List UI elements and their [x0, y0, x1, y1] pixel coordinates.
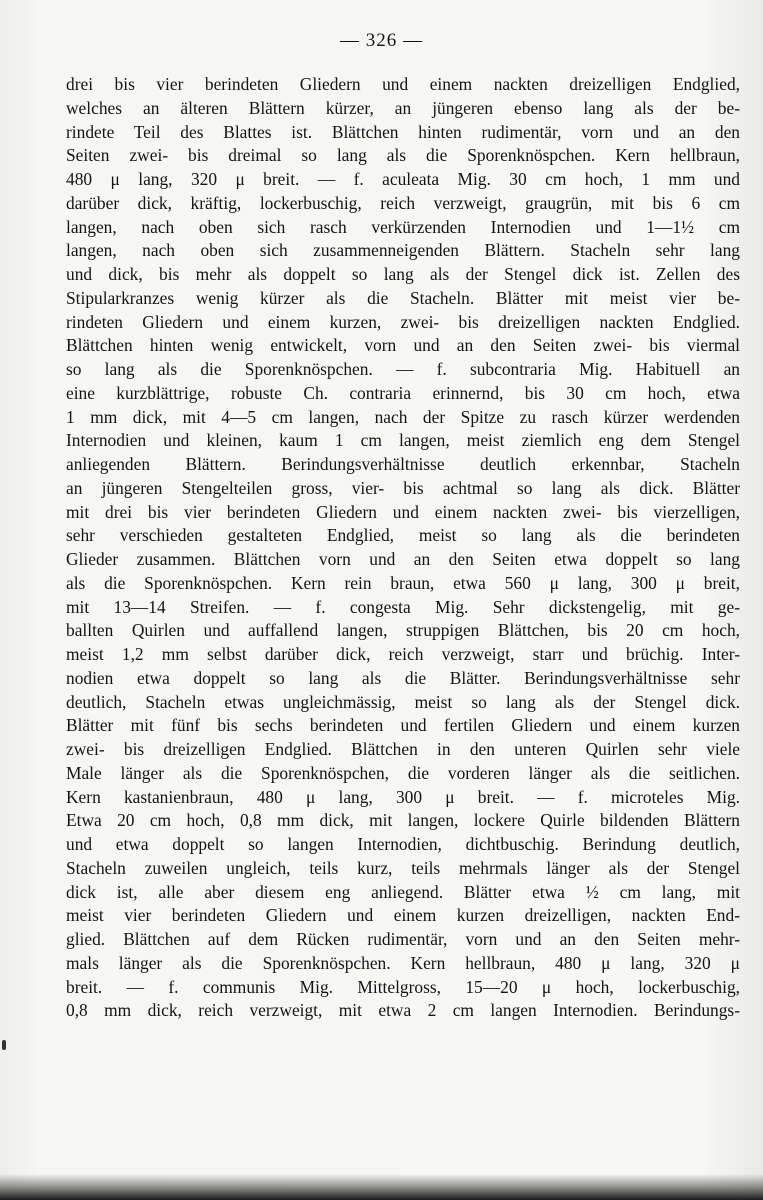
text-line: und dick, bis mehr als doppelt so lang als der Stengel dick ist. Zellen des	[66, 264, 740, 284]
text-line: rindeten Gliedern und einem kurzen, zwei- bis dreizelligen nackten Endglied.	[66, 311, 740, 332]
text-line: Blätter mit fünf bis sechs berindeten und fertilen Gliedern und einem kurzen	[66, 715, 740, 736]
text-line: Kern kastanienbraun, 480 μ lang, 300 μ breit. — f. microteles Mig.	[66, 786, 740, 807]
text-line: Male länger als die Sporenknöspchen, die vorderen länger als die seitlichen.	[66, 762, 740, 783]
text-line: mit drei bis vier berindeten Gliedern und einem nackten zwei- bis vierzelligen,	[66, 501, 740, 522]
text-line: rindete Teil des Blattes ist. Blättchen hinten rudimentär, vorn und an den	[66, 121, 740, 142]
text-line: 0,8 mm dick, reich verzweigt, mit etwa 2 cm langen Internodien. Berindungs-	[66, 1000, 740, 1021]
text-line: mit 13—14 Streifen. — f. congesta Mig. Sehr dickstengelig, mit ge-	[66, 596, 740, 617]
text-line: eine kurzblättrige, robuste Ch. contraria erinnernd, bis 30 cm hoch, etwa	[66, 382, 740, 403]
text-line: 1 mm dick, mit 4—5 cm langen, nach der Spitze zu rasch kürzer werdenden	[66, 406, 740, 427]
text-line: Blättchen hinten wenig entwickelt, vorn und an den Seiten zwei- bis viermal	[66, 335, 740, 356]
text-line: welches an älteren Blättern kürzer, an jüngeren ebenso lang als der be-	[66, 97, 740, 118]
page-number: — 326 —	[340, 30, 423, 51]
text-line: langen, nach oben sich rasch verkürzenden Internodien und 1—1½ cm	[66, 216, 740, 237]
text-line: sehr verschieden gestalteten Endglied, meist so lang als die berindeten	[66, 525, 740, 546]
text-line: drei bis vier berindeten Gliedern und einem nackten dreizelligen Endglied,	[66, 74, 740, 94]
text-line: 480 μ lang, 320 μ breit. — f. aculeata Mig. 30 cm hoch, 1 mm und	[66, 169, 740, 189]
text-line: dick ist, alle aber diesem eng anliegend. Blätter etwa ½ cm lang, mit	[66, 881, 740, 902]
scan-edge-shadow	[0, 1174, 763, 1200]
text-line: meist 1,2 mm selbst darüber dick, reich verzweigt, starr und brüchig. Inter-	[66, 644, 740, 664]
text-line: glied. Blättchen auf dem Rücken rudimentär, vorn und an den Seiten mehr-	[66, 929, 740, 949]
text-line: anliegenden Blättern. Berindungsverhältnisse deutlich erkennbar, Stacheln	[66, 454, 740, 474]
text-line: als die Sporenknöspchen. Kern rein braun, etwa 560 μ lang, 300 μ breit,	[66, 572, 740, 593]
text-line: Seiten zwei- bis dreimal so lang als die Sporenknöspchen. Kern hellbraun,	[66, 145, 740, 166]
text-line: Etwa 20 cm hoch, 0,8 mm dick, mit langen, lockere Quirle bildenden Blättern	[66, 810, 740, 831]
text-line: an jüngeren Stengelteilen gross, vier- bis achtmal so lang als dick. Blätter	[66, 477, 740, 498]
text-line: zwei- bis dreizelligen Endglied. Blättchen in den unteren Quirlen sehr viele	[66, 739, 740, 759]
scan-mark	[2, 1040, 6, 1050]
text-line: und etwa doppelt so langen Internodien, dichtbuschig. Berindung deutlich,	[66, 834, 740, 854]
text-line: ballten Quirlen und auffallend langen, struppigen Blättchen, bis 20 cm hoch,	[66, 620, 740, 641]
text-line: deutlich, Stacheln etwas ungleichmässig, meist so lang als der Stengel dick.	[66, 691, 740, 712]
text-line: Internodien und kleinen, kaum 1 cm langen, meist ziemlich eng dem Stengel	[66, 430, 740, 451]
text-line: so lang als die Sporenknöspchen. — f. subcontraria Mig. Habituell an	[66, 359, 740, 379]
text-line: langen, nach oben sich zusammenneigenden Blättern. Stacheln sehr lang	[66, 240, 740, 261]
text-line: darüber dick, kräftig, lockerbuschig, reich verzweigt, graugrün, mit bis 6 cm	[66, 192, 740, 213]
text-line: Glieder zusammen. Blättchen vorn und an den Seiten etwa doppelt so lang	[66, 549, 740, 569]
text-line: mals länger als die Sporenknöspchen. Kern hellbraun, 480 μ lang, 320 μ	[66, 952, 740, 973]
text-line: Stipularkranzes wenig kürzer als die Stacheln. Blätter mit meist vier be-	[66, 287, 740, 308]
text-line: breit. — f. communis Mig. Mittelgross, 15—20 μ hoch, lockerbuschig,	[66, 976, 740, 997]
body-text	[66, 73, 740, 1023]
text-line: nodien etwa doppelt so lang als die Blätter. Berindungsverhältnisse sehr	[66, 667, 740, 688]
text-line: Stacheln zuweilen ungleich, teils kurz, teils mehrmals länger als der Stengel	[66, 857, 740, 878]
text-line: meist vier berindeten Gliedern und einem kurzen dreizelligen, nackten End-	[66, 905, 740, 926]
